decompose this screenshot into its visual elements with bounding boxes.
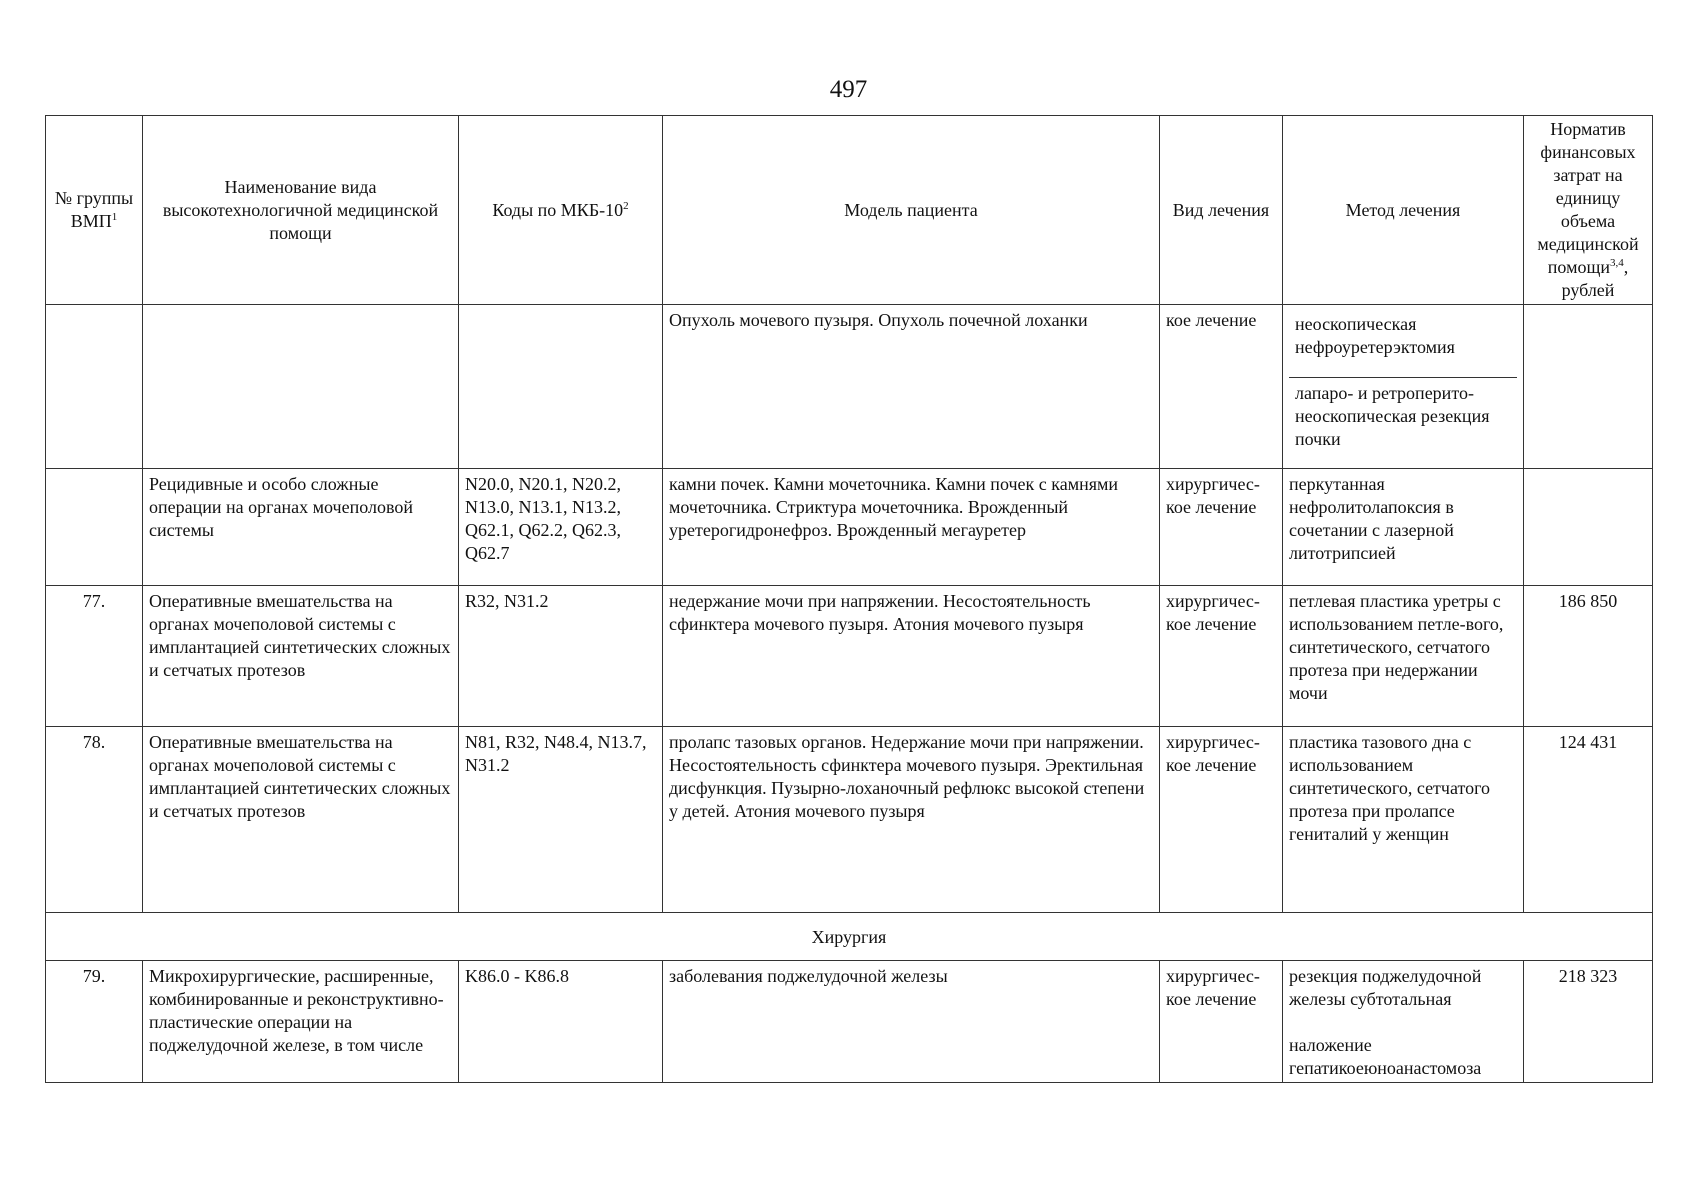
method-pancreas-resection: резекция поджелудочной железы субтотальная <box>1289 966 1482 1009</box>
table-row <box>46 727 1653 913</box>
method-hepaticojejunostomy: наложение гепатикоеюноанастомоза <box>1289 1035 1482 1078</box>
group-number-cell: 78. <box>46 727 143 913</box>
section-row <box>46 913 1653 961</box>
table-row <box>46 961 1653 1083</box>
cost-cell <box>1524 469 1653 586</box>
group-number-cell <box>46 305 143 469</box>
treatment-method-cell <box>1283 305 1524 469</box>
treatment-method-cell <box>1283 961 1524 1083</box>
cost-cell <box>1524 305 1653 469</box>
icd-codes-cell: N20.0, N20.1, N20.2, N13.0, N13.1, N13.2, Q62.1, Q62.2, Q62.3, Q62.7 <box>459 469 663 586</box>
vmp-name-cell: Оперативные вмешательства на органах мочеполовой системы с имплантацией синтетических сложных и сетчатых протезов <box>143 727 459 913</box>
table-row <box>46 586 1653 727</box>
vmp-name-cell: Рецидивные и особо сложные операции на органах мочеполовой системы <box>143 469 459 586</box>
treatment-type-cell: хирургичес-кое лечение <box>1160 727 1283 913</box>
treatment-type-cell: хирургичес-кое лечение <box>1160 586 1283 727</box>
group-number-cell: 79. <box>46 961 143 1083</box>
icd-codes-cell: N81, R32, N48.4, N13.7, N31.2 <box>459 727 663 913</box>
cost-cell: 186 850 <box>1524 586 1653 727</box>
patient-model-cell: пролапс тазовых органов. Недержание мочи при напряжении. Несостоятельность сфинктера мочевого пузыря. Эректильная дисфункция. Пузырно-лоханочный рефлюкс высокой степени у детей. Атония мочевого пузыря <box>663 727 1160 913</box>
vmp-name-cell <box>143 305 459 469</box>
icd-codes-cell: K86.0 - K86.8 <box>459 961 663 1083</box>
patient-model-cell: заболевания поджелудочной железы <box>663 961 1160 1083</box>
header-row <box>46 116 1653 305</box>
cost-cell: 124 431 <box>1524 727 1653 913</box>
table-row <box>46 469 1653 586</box>
treatment-type-cell: хирургичес-кое лечение <box>1160 961 1283 1083</box>
vmp-name-cell: Микрохирургические, расширенные, комбинированные и реконструктивно-пластические операции на поджелудочной железе, в том числе <box>143 961 459 1083</box>
header-patient-model: Модель пациента <box>663 116 1160 305</box>
method-kidney-resection: лапаро- и ретроперито-неоскопическая резекция почки <box>1295 383 1490 449</box>
page-number: 497 <box>829 76 868 103</box>
section-title-surgery: Хирургия <box>46 913 1653 961</box>
header-treatment-method: Метод лечения <box>1283 116 1524 305</box>
patient-model-cell: камни почек. Камни мочеточника. Камни почек с камнями мочеточника. Стриктура мочеточника. Врожденный уретерогидронефроз. Врожденный мегауретер <box>663 469 1160 586</box>
treatment-type-cell: хирургичес-кое лечение <box>1160 469 1283 586</box>
patient-model-cell: недержание мочи при напряжении. Несостоятельность сфинктера мочевого пузыря. Атония мочевого пузыря <box>663 586 1160 727</box>
vmp-name-cell: Оперативные вмешательства на органах мочеполовой системы с имплантацией синтетических сложных и сетчатых протезов <box>143 586 459 727</box>
patient-model-cell: Опухоль мочевого пузыря. Опухоль почечной лоханки <box>663 305 1160 469</box>
treatment-method-cell: пластика тазового дна с использованием синтетического, сетчатого протеза при пролапсе гениталий у женщин <box>1283 727 1524 913</box>
header-treatment-type: Вид лечения <box>1160 116 1283 305</box>
header-group-number: № группы ВМП$^1$ <box>46 116 143 305</box>
group-number-cell: 77. <box>46 586 143 727</box>
vmp-table <box>45 115 1653 1083</box>
treatment-type-cell: кое лечение <box>1160 305 1283 469</box>
group-number-cell <box>46 469 143 586</box>
header-icd-codes: Коды по МКБ-$10^2$ <box>459 116 663 305</box>
treatment-method-cell: петлевая пластика уретры с использованием петле-вого, синтетического, сетчатого протеза при недержании мочи <box>1283 586 1524 727</box>
table-row <box>46 305 1653 469</box>
icd-codes-cell <box>459 305 663 469</box>
method-nephroureterectomy: неоскопическая нефроуретерэктомия <box>1289 309 1517 378</box>
treatment-method-cell: перкутанная нефролитолапоксия в сочетании с лазерной литотрипсией <box>1283 469 1524 586</box>
cost-cell: 218 323 <box>1524 961 1653 1083</box>
icd-codes-cell: R32, N31.2 <box>459 586 663 727</box>
header-cost-norm: Норматив финансовых затрат на единицу объема медицинской помощи$^{3,4}$, рублей <box>1524 116 1653 305</box>
header-vmp-name: Наименование вида высокотехнологичной медицинской помощи <box>143 116 459 305</box>
